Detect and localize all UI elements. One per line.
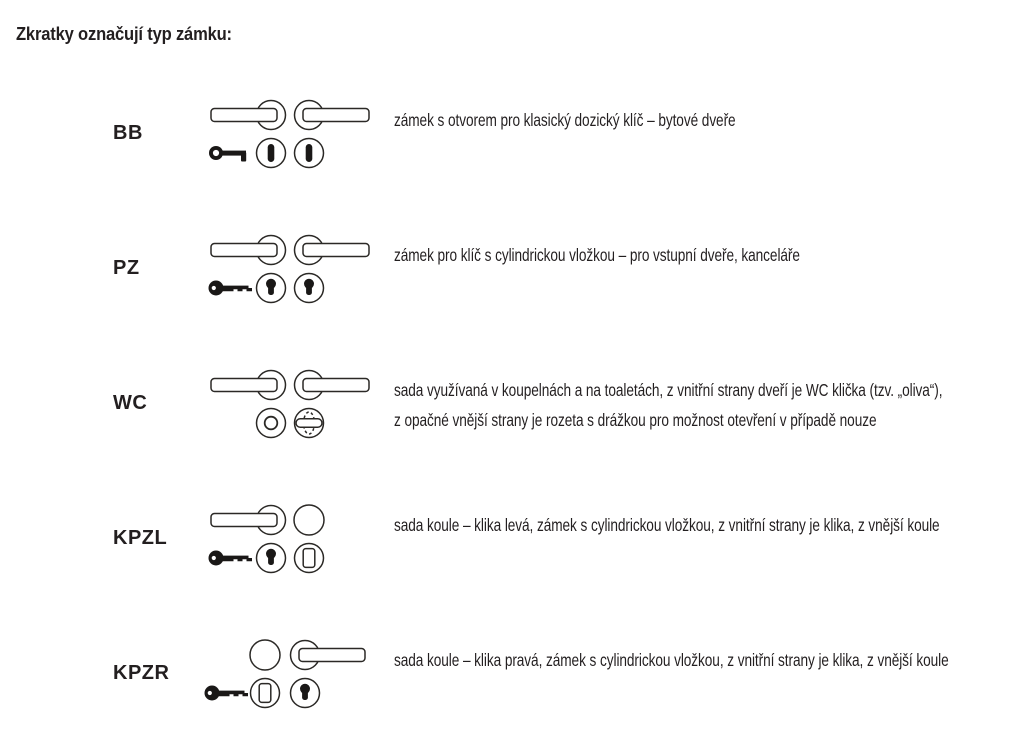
cylinder-key-icon — [205, 686, 249, 701]
icon-cluster-bb — [203, 98, 373, 174]
row-description-bb — [394, 105, 736, 135]
lever-handle-left-icon — [211, 236, 286, 265]
description-line: sada koule – klika levá, zámek s cylindrickou vložkou, z vnitřní strany je klika, z vnější koule — [394, 515, 940, 535]
description-line: sada využívaná v koupelnách a na toaletách, z vnitřní strany dveří je WC klička (tzv. „oliva“), — [394, 380, 943, 400]
page-title: Zkratky označují typ zámku: — [16, 24, 232, 44]
description-line: z opačné vnější strany je rozeta s drážkou pro možnost otevření v případě nouze — [394, 410, 877, 430]
door-knob-icon — [294, 505, 324, 535]
lock-type-code-bb: BB — [113, 122, 143, 144]
description-line: sada koule – klika pravá, zámek s cylindrickou vložkou, z vnitřní strany je klika, z vnější koule — [394, 650, 949, 670]
lock-type-code-pz: PZ — [113, 257, 140, 279]
lock-type-code-wc: WC — [113, 392, 148, 414]
blind-rosette-icon — [251, 679, 280, 708]
lever-handle-left-icon — [211, 101, 286, 130]
description-line: zámek s otvorem pro klasický dozický klíč – bytové dveře — [394, 110, 736, 130]
lever-handle-right-icon — [291, 641, 366, 670]
row-description-kpzr — [394, 645, 949, 675]
lever-handle-right-icon — [295, 371, 370, 400]
lever-handle-right-icon — [295, 101, 370, 130]
lock-type-code-kpzr: KPZR — [113, 662, 170, 684]
groove-rosette-icon — [257, 409, 286, 438]
door-knob-icon — [250, 640, 280, 670]
lever-handle-right-icon — [295, 236, 370, 265]
cylinder-key-icon — [209, 551, 253, 566]
blind-rosette-icon — [295, 544, 324, 573]
row-wc — [0, 368, 1011, 444]
classic-key-icon — [209, 146, 246, 162]
row-kpzl — [0, 503, 1011, 579]
row-pz — [0, 233, 1011, 309]
description-line: zámek pro klíč s cylindrickou vložkou – pro vstupní dveře, kanceláře — [394, 245, 800, 265]
row-description-kpzl — [394, 510, 940, 540]
lever-handle-left-icon — [211, 371, 286, 400]
row-kpzr — [0, 638, 1011, 714]
lever-handle-left-icon — [211, 506, 286, 535]
icon-cluster-wc — [203, 368, 373, 444]
row-description-pz — [394, 240, 800, 270]
classic-keyhole-rosette-icon — [295, 139, 324, 168]
cylinder-key-icon — [209, 281, 253, 296]
cylinder-keyhole-rosette-icon — [257, 544, 286, 573]
cylinder-keyhole-rosette-icon — [257, 274, 286, 303]
lock-type-code-kpzl: KPZL — [113, 527, 168, 549]
icon-cluster-pz — [203, 233, 373, 309]
row-bb — [0, 98, 1011, 174]
wc-oliva-rosette-icon — [295, 409, 324, 438]
icon-cluster-kpzr — [203, 638, 373, 714]
classic-keyhole-rosette-icon — [257, 139, 286, 168]
row-description-wc — [394, 375, 942, 435]
icon-cluster-kpzl — [203, 503, 373, 579]
cylinder-keyhole-rosette-icon — [295, 274, 324, 303]
cylinder-keyhole-rosette-icon — [291, 679, 320, 708]
